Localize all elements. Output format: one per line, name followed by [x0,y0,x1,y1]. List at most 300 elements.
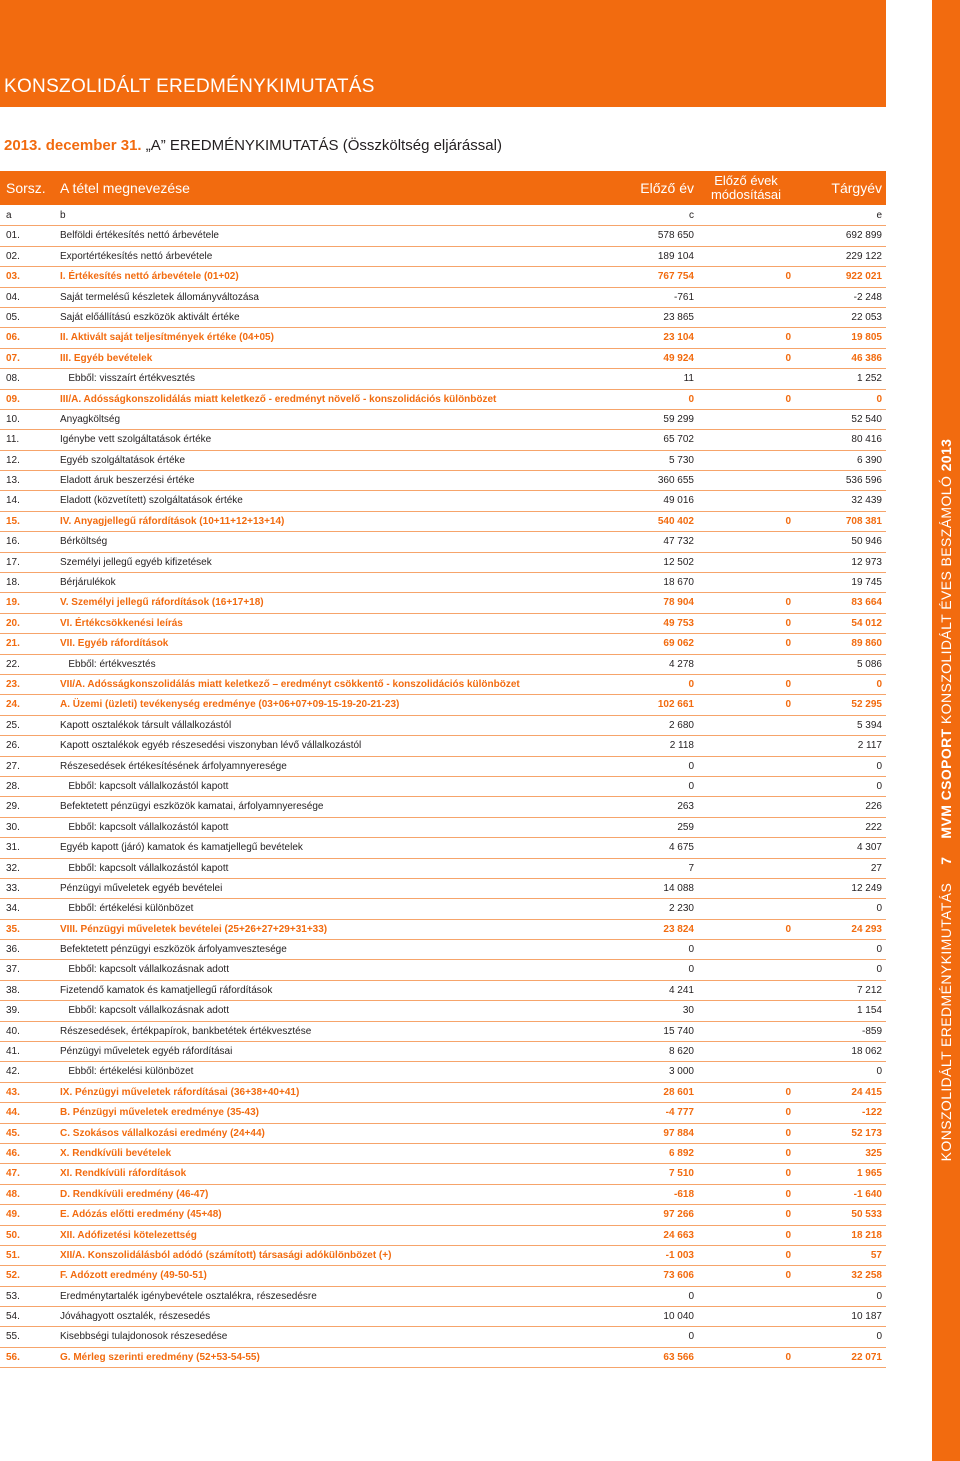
row-number: 25. [6,719,20,731]
row-label: Ebből: visszaírt értékvesztés [60,373,196,385]
table-row [0,390,886,410]
row-label: I. Értékesítés nettó árbevétele (01+02) [60,271,239,283]
table-row [0,267,886,287]
current-year-value: 46 386 [851,352,882,364]
row-label: Ebből: értékelési különbözet [60,1066,194,1078]
row-label: Eredménytartalék igénybevétele osztalékra, részesedésre [60,1290,317,1302]
prev-year-value: 23 824 [663,923,694,935]
current-year-value: 80 416 [851,434,882,446]
row-number: 18. [6,577,20,589]
row-number: 24. [6,699,20,711]
prev-year-value: -1 003 [665,1249,694,1261]
table-row [0,1001,886,1021]
current-year-value: 0 [876,1290,882,1302]
current-year-value: 0 [876,760,882,772]
row-label: Eladott áruk beszerzési értéke [60,475,195,487]
prev-year-value: 97 884 [663,1127,694,1139]
letter-e: e [876,210,882,221]
prev-year-value: 4 241 [668,984,694,996]
row-label: XII/A. Konszolidálásból adódó (számított) társasági adókülönbözet (+) [60,1249,392,1261]
current-year-value: 5 394 [856,719,882,731]
current-year-value: -1 640 [853,1188,882,1200]
row-number: 15. [6,515,20,527]
modification-value: 0 [785,699,791,711]
header-prev-year: Előző év [640,180,694,196]
modification-value: 0 [785,1086,791,1098]
modification-value: 0 [785,1168,791,1180]
table-row [0,247,886,267]
prev-year-value: 102 661 [657,699,694,711]
prev-year-value: 73 606 [663,1270,694,1282]
row-number: 09. [6,393,20,405]
row-number: 45. [6,1127,20,1139]
prev-year-value: 578 650 [657,230,694,242]
row-label: IX. Pénzügyi műveletek ráfordításai (36+38+40+41) [60,1086,300,1098]
row-number: 50. [6,1229,20,1241]
current-year-value: 19 805 [851,332,882,344]
modification-value: 0 [785,1107,791,1119]
row-number: 06. [6,332,20,344]
prev-year-value: 7 [688,862,694,874]
row-label: A. Üzemi (üzleti) tevékenység eredménye (03+06+07+09-15-19-20-21-23) [60,699,400,711]
row-label: V. Személyi jellegű ráfordítások (16+17+18) [60,597,264,609]
report-name: KONSZOLIDÁLT ÉVES BESZÁMOLÓ [938,475,954,725]
page-title: KONSZOLIDÁLT EREDMÉNYKIMUTATÁS [4,76,375,97]
current-year-value: 10 187 [851,1311,882,1323]
column-letter-row [0,206,886,226]
row-label: Részesedések, értékpapírok, bankbetétek értékvesztése [60,1025,312,1037]
prev-year-value: 24 663 [663,1229,694,1241]
row-number: 17. [6,556,20,568]
row-number: 03. [6,271,20,283]
modification-value: 0 [785,1249,791,1261]
row-label: Kapott osztalékok társult vállalkozástól [60,719,232,731]
prev-year-value: 63 566 [663,1351,694,1363]
current-year-value: 325 [865,1147,882,1159]
row-number: 10. [6,413,20,425]
row-number: 28. [6,780,20,792]
prev-year-value: 0 [688,393,694,405]
row-label: Kapott osztalékok egyéb részesedési viszonyban lévő vállalkozástól [60,740,362,752]
current-year-value: -2 248 [853,291,882,303]
current-year-value: 32 439 [851,495,882,507]
table-row [0,818,886,838]
current-year-value: -122 [861,1107,882,1119]
table-row [0,573,886,593]
row-label: VII. Egyéb ráfordítások [60,638,169,650]
prev-year-value: 97 266 [663,1209,694,1221]
prev-year-value: 3 000 [668,1066,694,1078]
prev-year-value: 30 [682,1005,694,1017]
row-number: 33. [6,882,20,894]
current-year-value: 226 [865,801,882,813]
prev-year-value: 12 502 [663,556,694,568]
row-number: 07. [6,352,20,364]
table-row [0,328,886,348]
prev-year-value: 47 732 [663,536,694,548]
modification-value: 0 [785,617,791,629]
row-number: 53. [6,1290,20,1302]
current-year-value: 27 [870,862,882,874]
row-label: Részesedések értékesítésének árfolyamnyeresége [60,760,287,772]
table-row [0,695,886,715]
prev-year-value: -618 [673,1188,694,1200]
row-number: 52. [6,1270,20,1282]
modification-value: 0 [785,352,791,364]
table-row [0,369,886,389]
row-label: Eladott (közvetített) szolgáltatások értéke [60,495,243,507]
table-row [0,777,886,797]
prev-year-value: 0 [688,1331,694,1343]
modification-value: 0 [785,1229,791,1241]
modification-value: 0 [785,597,791,609]
modification-value: 0 [785,638,791,650]
row-label: Belföldi értékesítés nettó árbevétele [60,230,219,242]
row-number: 36. [6,944,20,956]
page-number: 7 [938,856,954,865]
row-number: 26. [6,740,20,752]
table-row [0,1022,886,1042]
modification-value: 0 [785,1188,791,1200]
row-label: Befektetett pénzügyi eszközök kamatai, árfolyamnyeresége [60,801,324,813]
current-year-value: 19 745 [851,577,882,589]
table-row [0,981,886,1001]
row-number: 14. [6,495,20,507]
prev-year-value: 767 754 [657,271,694,283]
row-label: F. Adózott eredmény (49-50-51) [60,1270,207,1282]
prev-year-value: 49 016 [663,495,694,507]
prev-year-value: 2 680 [668,719,694,731]
current-year-value: 0 [876,964,882,976]
prev-year-value: 540 402 [657,515,694,527]
brand-name: MVM CSOPORT [938,728,954,839]
current-year-value: 12 973 [851,556,882,568]
table-header [0,171,886,205]
prev-year-value: 23 104 [663,332,694,344]
prev-year-value: 0 [688,1290,694,1302]
current-year-value: 12 249 [851,882,882,894]
row-label: VII/A. Adósságkonszolidálás miatt keletkező – eredményt csökkentő - konszolidációs különbözet [60,678,520,690]
prev-year-value: 59 299 [663,413,694,425]
report-year: 2013 [938,438,954,472]
current-year-value: 1 965 [856,1168,882,1180]
row-number: 27. [6,760,20,772]
prev-year-value: 18 670 [663,577,694,589]
row-number: 37. [6,964,20,976]
current-year-value: 692 899 [845,230,882,242]
table-row [0,532,886,552]
row-number: 47. [6,1168,20,1180]
row-number: 29. [6,801,20,813]
modification-value: 0 [785,515,791,527]
row-number: 54. [6,1311,20,1323]
current-year-value: 0 [876,903,882,915]
row-label: Pénzügyi műveletek egyéb bevételei [60,882,223,894]
subtitle-text: „A” EREDMÉNYKIMUTATÁS (Összköltség eljárással) [145,137,502,154]
row-number: 05. [6,311,20,323]
prev-year-value: 7 510 [668,1168,694,1180]
row-label: D. Rendkívüli eredmény (46-47) [60,1188,209,1200]
prev-year-value: 189 104 [657,250,694,262]
table-row [0,757,886,777]
row-label: XI. Rendkívüli ráfordítások [60,1168,187,1180]
current-year-value: 57 [870,1249,882,1261]
table-row [0,226,886,246]
prev-year-value: 0 [688,780,694,792]
subtitle [4,137,502,154]
row-number: 44. [6,1107,20,1119]
current-year-value: 54 012 [851,617,882,629]
table-row [0,838,886,858]
row-label: Személyi jellegű egyéb kifizetések [60,556,212,568]
row-label: Ebből: kapcsolt vállalkozásnak adott [60,1005,229,1017]
current-year-value: 1 252 [856,373,882,385]
current-year-value: 536 596 [845,475,882,487]
current-year-value: 1 154 [856,1005,882,1017]
row-label: Saját termelésű készletek állományváltozása [60,291,259,303]
row-number: 35. [6,923,20,935]
row-number: 49. [6,1209,20,1221]
row-label: II. Aktivált saját teljesítmények értéke (04+05) [60,332,274,344]
table-row [0,940,886,960]
prev-year-value: 360 655 [657,475,694,487]
table-row [0,1124,886,1144]
letter-a: a [6,210,12,221]
row-label: IV. Anyagjellegű ráfordítások (10+11+12+13+14) [60,515,285,527]
row-label: III. Egyéb bevételek [60,352,153,364]
row-number: 02. [6,250,20,262]
table-row [0,1205,886,1225]
modification-value: 0 [785,678,791,690]
side-section-title: KONSZOLIDÁLT EREDMÉNYKIMUTATÁS [938,882,954,1162]
row-label: X. Rendkívüli bevételek [60,1147,172,1159]
row-label: VI. Értékcsökkenési leírás [60,617,183,629]
row-number: 19. [6,597,20,609]
prev-year-value: -4 777 [665,1107,694,1119]
row-number: 40. [6,1025,20,1037]
prev-year-value: 6 892 [668,1147,694,1159]
current-year-value: 0 [876,944,882,956]
row-label: Egyéb szolgáltatások értéke [60,454,186,466]
current-year-value: 22 071 [851,1351,882,1363]
row-label: Ebből: értékvesztés [60,658,156,670]
table-row [0,430,886,450]
current-year-value: 83 664 [851,597,882,609]
row-number: 23. [6,678,20,690]
current-year-value: 24 415 [851,1086,882,1098]
row-label: Ebből: értékelési különbözet [60,903,194,915]
row-label: E. Adózás előtti eredmény (45+48) [60,1209,222,1221]
prev-year-value: 8 620 [668,1046,694,1058]
current-year-value: 52 295 [851,699,882,711]
table-row [0,410,886,430]
row-number: 46. [6,1147,20,1159]
prev-year-value: 78 904 [663,597,694,609]
row-label: Ebből: kapcsolt vállalkozástól kapott [60,862,229,874]
table-row [0,675,886,695]
current-year-value: 5 086 [856,658,882,670]
row-number: 16. [6,536,20,548]
row-number: 56. [6,1351,20,1363]
table-row [0,1287,886,1307]
prev-year-value: 69 062 [663,638,694,650]
table-row [0,899,886,919]
row-number: 04. [6,291,20,303]
table-row [0,716,886,736]
prev-year-value: 4 278 [668,658,694,670]
row-label: Pénzügyi műveletek egyéb ráfordításai [60,1046,233,1058]
row-number: 21. [6,638,20,650]
current-year-value: 2 117 [857,740,882,752]
row-number: 13. [6,475,20,487]
row-label: VIII. Pénzügyi műveletek bevételei (25+26+27+29+31+33) [60,923,328,935]
header-name: A tétel megnevezése [60,180,190,196]
row-number: 32. [6,862,20,874]
row-number: 51. [6,1249,20,1261]
table-row [0,1185,886,1205]
modification-value: 0 [785,332,791,344]
row-label: Exportértékesítés nettó árbevétele [60,250,213,262]
row-label: Ebből: kapcsolt vállalkozásnak adott [60,964,229,976]
row-number: 39. [6,1005,20,1017]
row-number: 42. [6,1066,20,1078]
table-row [0,797,886,817]
table-row [0,512,886,532]
table-row [0,655,886,675]
row-label: C. Szokásos vállalkozási eredmény (24+44) [60,1127,265,1139]
row-label: Ebből: kapcsolt vállalkozástól kapott [60,780,229,792]
row-label: Ebből: kapcsolt vállalkozástól kapott [60,821,229,833]
table-row [0,1307,886,1327]
row-number: 38. [6,984,20,996]
table-row [0,614,886,634]
prev-year-value: 5 730 [668,454,694,466]
header-modifications: Előző évek módosításai [710,173,782,202]
modification-value: 0 [785,1351,791,1363]
current-year-value: 0 [876,678,882,690]
table-row [0,349,886,369]
prev-year-value: 259 [677,821,694,833]
modification-value: 0 [785,1270,791,1282]
table-row [0,1327,886,1347]
row-label: B. Pénzügyi műveletek eredménye (35-43) [60,1107,259,1119]
header-current-year: Tárgyév [831,180,882,196]
table-row [0,593,886,613]
row-label: Bérjárulékok [60,577,116,589]
current-year-value: 0 [876,393,882,405]
current-year-value: 18 062 [851,1046,882,1058]
current-year-value: 4 307 [856,842,882,854]
current-year-value: 0 [876,1066,882,1078]
prev-year-value: 0 [688,964,694,976]
table-row [0,1246,886,1266]
row-number: 31. [6,842,20,854]
modification-value: 0 [785,271,791,283]
row-label: Igénybe vett szolgáltatások értéke [60,434,212,446]
current-year-value: 0 [876,780,882,792]
row-label: Kisebbségi tulajdonosok részesedése [60,1331,228,1343]
current-year-value: 50 533 [851,1209,882,1221]
row-number: 55. [6,1331,20,1343]
prev-year-value: 23 865 [663,311,694,323]
prev-year-value: 0 [688,760,694,772]
row-number: 12. [6,454,20,466]
table-row [0,471,886,491]
table-row [0,960,886,980]
table-row [0,1144,886,1164]
current-year-value: 222 [865,821,882,833]
row-label: XII. Adófizetési kötelezettség [60,1229,197,1241]
prev-year-value: 11 [683,373,694,385]
table-row [0,879,886,899]
row-label: G. Mérleg szerinti eredmény (52+53-54-55) [60,1351,260,1363]
row-number: 01. [6,230,20,242]
table-row [0,1226,886,1246]
row-label: Anyagköltség [60,413,121,425]
prev-year-value: 4 675 [668,842,694,854]
current-year-value: 22 053 [851,311,882,323]
current-year-value: 18 218 [851,1229,882,1241]
row-label: Jóváhagyott osztalék, részesedés [60,1311,211,1323]
table-row [0,451,886,471]
modification-value: 0 [785,1127,791,1139]
row-label: Befektetett pénzügyi eszközök árfolyamvesztesége [60,944,287,956]
table-row [0,491,886,511]
subtitle-date: 2013. december 31. [4,137,142,154]
current-year-value: 229 122 [845,250,882,262]
income-statement-table [0,206,886,1368]
row-label: Fizetendő kamatok és kamatjellegű ráfordítások [60,984,273,996]
prev-year-value: 0 [688,678,694,690]
prev-year-value: -761 [673,291,694,303]
table-row [0,634,886,654]
row-number: 20. [6,617,20,629]
row-label: Egyéb kapott (járó) kamatok és kamatjellegű bevételek [60,842,303,854]
table-row [0,1348,886,1368]
current-year-value: 708 381 [845,515,882,527]
row-label: III/A. Adósságkonszolidálás miatt keletkező - eredményt növelő - konszolidációs különbözet [60,393,497,405]
current-year-value: 6 390 [856,454,882,466]
row-label: Saját előállítású eszközök aktivált értéke [60,311,240,323]
row-number: 11. [6,434,20,446]
modification-value: 0 [785,923,791,935]
prev-year-value: 14 088 [663,882,694,894]
current-year-value: 24 293 [851,923,882,935]
prev-year-value: 0 [688,944,694,956]
prev-year-value: 65 702 [663,434,694,446]
current-year-value: 89 860 [851,638,882,650]
row-label: Bérköltség [60,536,108,548]
prev-year-value: 2 118 [669,740,694,752]
prev-year-value: 2 230 [668,903,694,915]
row-number: 48. [6,1188,20,1200]
prev-year-value: 263 [677,801,694,813]
table-row [0,1083,886,1103]
table-row [0,1164,886,1184]
table-row [0,553,886,573]
prev-year-value: 15 740 [663,1025,694,1037]
header-sorsz: Sorsz. [6,180,46,196]
row-number: 34. [6,903,20,915]
modification-value: 0 [785,1209,791,1221]
table-row [0,1042,886,1062]
row-number: 22. [6,658,20,670]
current-year-value: 0 [876,1331,882,1343]
row-number: 41. [6,1046,20,1058]
current-year-value: 32 258 [851,1270,882,1282]
prev-year-value: 49 924 [663,352,694,364]
letter-c: c [689,210,694,221]
